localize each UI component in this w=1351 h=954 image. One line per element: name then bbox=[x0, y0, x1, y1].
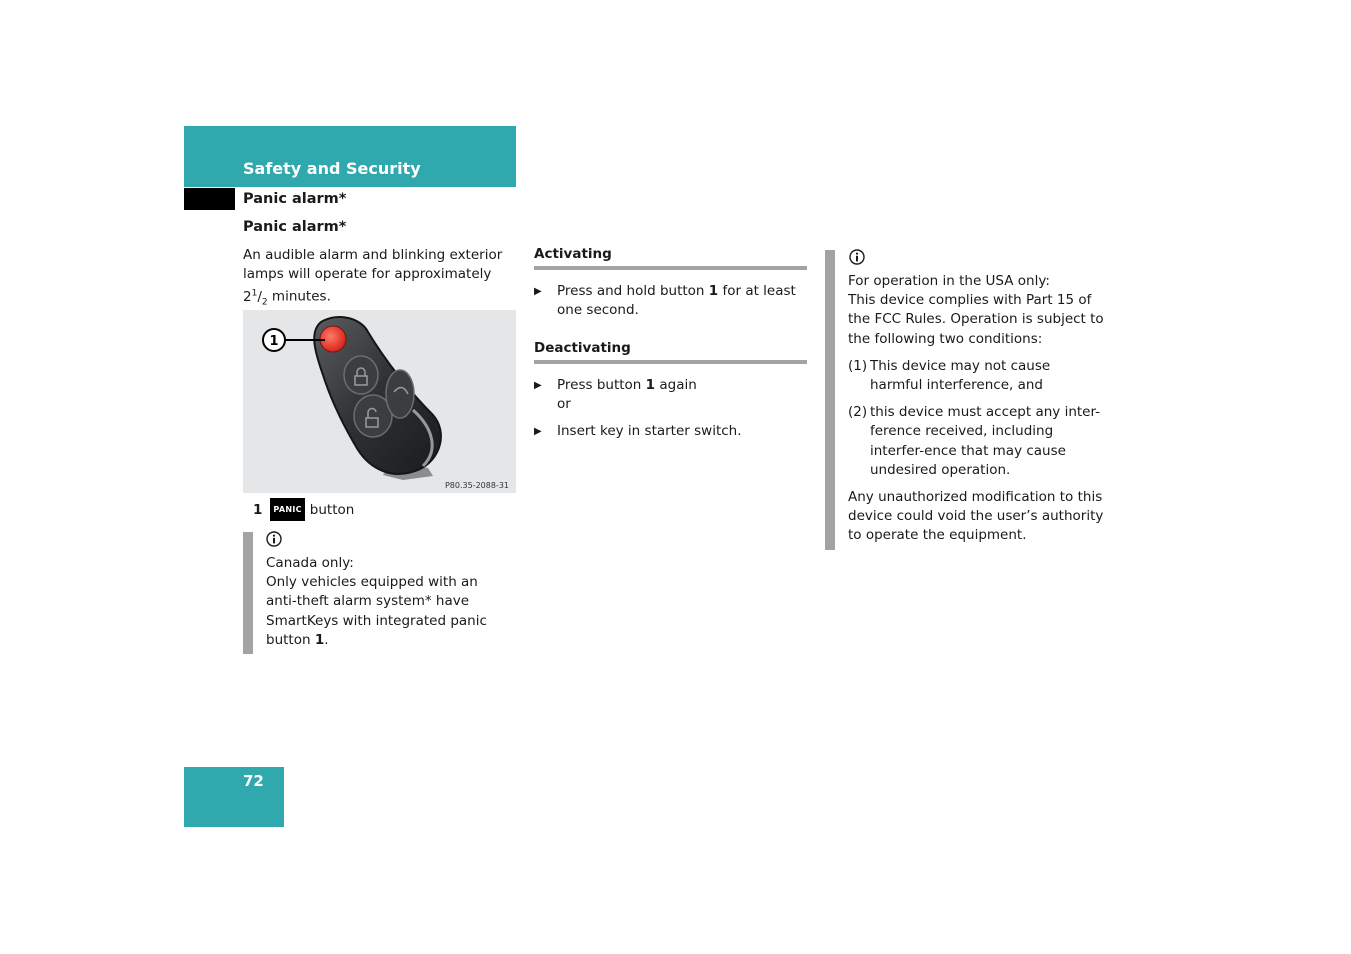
bullet-icon: ▶ bbox=[534, 286, 542, 297]
deactivating-rule bbox=[534, 360, 807, 364]
note-bar-fcc bbox=[825, 250, 835, 550]
smartkey-illustration bbox=[243, 310, 516, 493]
figure-code: P80.35-2088-31 bbox=[444, 481, 509, 490]
lock-button bbox=[344, 356, 378, 394]
deactivating-heading: Deactivating bbox=[534, 340, 631, 356]
page-number-box bbox=[184, 767, 284, 827]
subsection-title: Panic alarm* bbox=[243, 191, 347, 207]
smartkey-figure bbox=[243, 310, 516, 493]
note-canada: Canada only: Only vehicles equipped with an anti-theft alarm system* have SmartKeys with integrated panic button 1. bbox=[266, 555, 487, 648]
list-item: (1) This device may not cause harmful interference, and bbox=[848, 357, 1051, 394]
note-bar-canada bbox=[243, 532, 253, 654]
panic-badge: PANIC bbox=[270, 498, 304, 521]
trunk-button bbox=[386, 370, 414, 418]
activating-heading: Activating bbox=[534, 246, 612, 262]
list-item: (2) this device must accept any inter-ference received, including interfer-ence that may cause undesired operation. bbox=[848, 404, 1101, 478]
bullet-icon: ▶ bbox=[534, 380, 542, 391]
deactivating-steps: ▶ Press button 1 again or ▶ Insert key in starter switch. bbox=[534, 376, 809, 442]
info-icon bbox=[849, 249, 865, 265]
intro-paragraph: An audible alarm and blinking exterior lamps will operate for approximately $2^1/_2$ minutes. bbox=[243, 247, 503, 308]
duration-fraction: $2^1/_2$ bbox=[243, 288, 268, 308]
callout-number: 1 bbox=[269, 334, 279, 349]
figure-caption: 1 PANIC button bbox=[253, 498, 354, 521]
info-icon bbox=[266, 531, 282, 547]
note-fcc: For operation in the USA only: This device complies with Part 15 of the FCC Rules. Operation is subject to the following two conditions: (1) This device may not cause harmful interference, and (2) this device must accept any inter-ference received, including interfer-ence that may cause undesired operation. Any unauthorized modification to this device could void the user’s authority to operate the equipment. bbox=[848, 273, 1104, 544]
page-heading: Panic alarm* bbox=[243, 219, 347, 235]
section-marker-tab bbox=[184, 188, 235, 210]
activating-rule bbox=[534, 266, 807, 270]
section-title: Safety and Security bbox=[243, 159, 421, 178]
page-number: 72 bbox=[243, 772, 264, 790]
activating-step: ▶ Press and hold button 1 for at least one second. bbox=[534, 282, 809, 320]
bullet-icon: ▶ bbox=[534, 426, 542, 438]
